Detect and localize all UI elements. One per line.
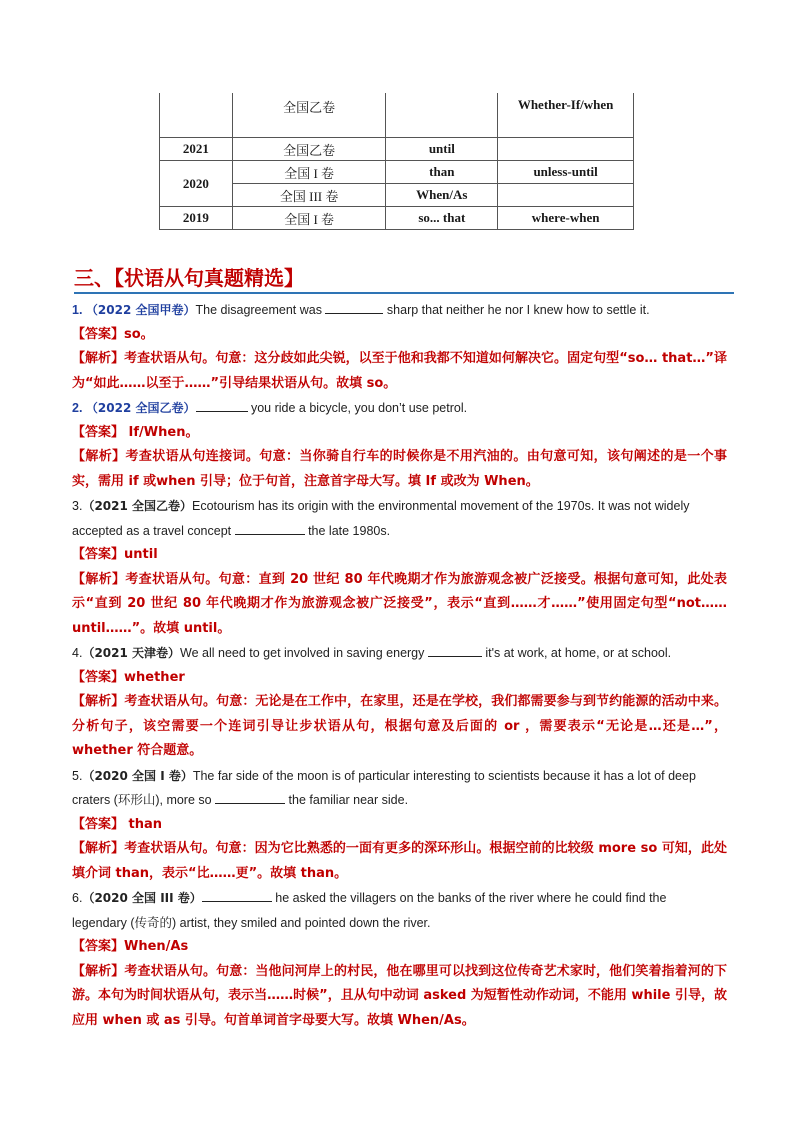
question-source: （2021 天津卷）	[82, 646, 181, 660]
analysis-block	[72, 568, 727, 642]
summary-table	[159, 93, 634, 230]
answer-text: until	[124, 547, 158, 562]
answer-label: 【答案】	[72, 424, 125, 440]
table-cell-col4: Whether-If/when	[498, 93, 634, 138]
question-text: accepted as a travel concept	[72, 523, 235, 538]
analysis-label: 【解析】	[72, 449, 126, 464]
analysis-label: 【解析】	[72, 963, 125, 979]
question-source: （2022 全国甲卷）	[85, 303, 196, 317]
question-text: sharp that neither he nor I knew how to settle it.	[383, 303, 650, 317]
analysis-text: 考查状语从句。句意：直到 20 世纪 80 年代晚期才作为旅游观念被广泛接受。根据句意可知，此处表示“直到 20 世纪 80 年代晚期才作为旅游观念被广泛接受”，表示“直到……才……”使用固定句型“not……until……”。故填 until。	[72, 571, 727, 636]
analysis-label: 【解析】	[72, 351, 125, 366]
table-row	[160, 93, 634, 138]
analysis-block	[72, 690, 727, 764]
table-cell-year: 2020	[160, 161, 233, 207]
answer-label: 【答案】	[72, 326, 125, 342]
answer-line	[72, 935, 727, 960]
question-number: 6.	[72, 891, 83, 905]
question-text: We all need to get involved in saving energy	[180, 646, 428, 660]
answer-line	[72, 323, 727, 348]
table-cell-col3	[386, 93, 498, 138]
analysis-text: 考查状语从句连接词。句意：当你骑自行车的时候你是不用汽油的。由句意可知，该句阐述的是一个事实，需用 if 或when 引导；位于句首，注意首字母大写。填 If 或改为 When。	[72, 449, 727, 489]
section-title	[74, 262, 304, 291]
answer-text: whether	[124, 669, 185, 685]
answer-blank	[215, 791, 285, 804]
question-4	[72, 641, 727, 666]
question-source: （2021 全国乙卷）	[82, 499, 193, 513]
answer-blank	[196, 399, 248, 412]
question-3	[72, 494, 727, 519]
answer-label: 【答案】	[72, 669, 125, 685]
answer-text: If/When。	[124, 424, 199, 440]
question-number: 5.	[72, 768, 83, 783]
question-2	[72, 396, 727, 421]
table-row	[160, 207, 634, 230]
question-3-cont	[72, 519, 727, 544]
table-cell-col3: so... that	[386, 207, 498, 230]
question-source: （2020 全国 I 卷）	[82, 768, 193, 783]
answer-label: 【答案】	[72, 816, 125, 832]
question-6-cont	[72, 911, 727, 936]
answer-text: When/As	[124, 939, 189, 954]
answer-label: 【答案】	[72, 939, 125, 954]
answer-line	[72, 421, 727, 446]
table-cell-paper: 全国乙卷	[232, 93, 386, 138]
question-text: Ecotourism has its origin with the environmental movement of the 1970s. It was not widely	[192, 499, 690, 513]
answer-blank	[235, 522, 305, 535]
table-cell-year: 2021	[160, 138, 233, 161]
question-text: it's at work, at home, or at school.	[481, 646, 672, 660]
answer-label: 【答案】	[72, 547, 125, 562]
question-source: （2020 全国 III 卷）	[82, 891, 202, 905]
table-cell-year: 2019	[160, 207, 233, 230]
table-row	[160, 161, 634, 184]
analysis-block	[72, 960, 727, 1034]
table-cell-col3: than	[386, 161, 498, 184]
table-cell-col4: where-when	[498, 207, 634, 230]
question-text: the familiar near side.	[285, 793, 409, 807]
table-cell-col3: When/As	[386, 184, 498, 207]
question-text: The far side of the moon is of particular interesting to scientists because it has a lot of deep	[192, 768, 696, 783]
analysis-block	[72, 347, 727, 396]
question-number: 1.	[72, 303, 83, 317]
answer-line	[72, 666, 727, 691]
table-cell-paper: 全国 I 卷	[232, 207, 386, 230]
answer-line	[72, 543, 727, 568]
answer-blank	[325, 301, 383, 314]
analysis-label: 【解析】	[72, 841, 125, 856]
question-text: you ride a bicycle, you don’t use petrol.	[247, 401, 468, 415]
question-1	[72, 298, 727, 323]
table-cell-col4	[498, 138, 634, 161]
question-6	[72, 886, 727, 911]
table-cell-year	[160, 93, 233, 138]
question-text: he asked the villagers on the banks of the river where he could find the	[271, 891, 667, 905]
question-number: 2.	[72, 401, 83, 415]
table-cell-col4: unless-until	[498, 161, 634, 184]
table-cell-paper: 全国 I 卷	[232, 161, 386, 184]
answer-blank	[428, 644, 482, 657]
analysis-text: 考查状语从句。句意：无论是在工作中，在家里，还是在学校，我们都需要参与到节约能源的活动中来。分析句子，该空需要一个连词引导让步状语从句，根据句意及后面的 or ，需要表示“无论是…还是…”，whether 符合题意。	[72, 694, 727, 758]
analysis-label: 【解析】	[72, 694, 125, 709]
question-5-cont	[72, 788, 727, 813]
answer-text: so。	[124, 326, 154, 342]
analysis-label: 【解析】	[72, 571, 126, 587]
question-5	[72, 764, 727, 789]
question-text: The disagreement was	[195, 303, 326, 317]
answer-blank	[202, 889, 272, 902]
table-row	[160, 138, 634, 161]
analysis-text: 考查状语从句。句意：当他问河岸上的村民，他在哪里可以找到这位传奇艺术家时，他们笑着指着河的下游。本句为时间状语从句，表示当……时候”，且从句中动词 asked 为短暂性动作动词，不能用 while 引导，故应用 when 或 as 引导。句首单词首字母要大写。故填 When/As。	[72, 963, 727, 1028]
question-number: 4.	[72, 646, 83, 660]
table-cell-paper: 全国 III 卷	[232, 184, 386, 207]
answer-text: than	[124, 816, 163, 832]
section-underline	[74, 292, 734, 294]
analysis-text: 考查状语从句。句意：因为它比熟悉的一面有更多的深环形山。根据空前的比较级 more so 可知，此处填介词 than，表示“比……更”。故填 than。	[72, 841, 727, 881]
analysis-text: 考查状语从句。句意：这分歧如此尖锐，以至于他和我都不知道如何解决它。固定句型“so… that…”译为“如此……以至于……”引导结果状语从句。故填 so。	[72, 351, 727, 391]
questions-content	[72, 298, 727, 1033]
answer-line	[72, 813, 727, 838]
section-title-text: 三、【状语从句真题精选】	[74, 266, 304, 290]
analysis-block	[72, 445, 727, 494]
question-source: （2022 全国乙卷）	[85, 401, 196, 415]
table-cell-col4	[498, 184, 634, 207]
question-text: the late 1980s.	[304, 523, 391, 538]
table-cell-col3: until	[386, 138, 498, 161]
question-text: legendary (传奇的) artist, they smiled and pointed down the river.	[72, 915, 431, 930]
analysis-block	[72, 837, 727, 886]
question-text: craters (环形山), more so	[72, 793, 216, 807]
question-number: 3.	[72, 499, 83, 513]
table-cell-paper: 全国乙卷	[232, 138, 386, 161]
